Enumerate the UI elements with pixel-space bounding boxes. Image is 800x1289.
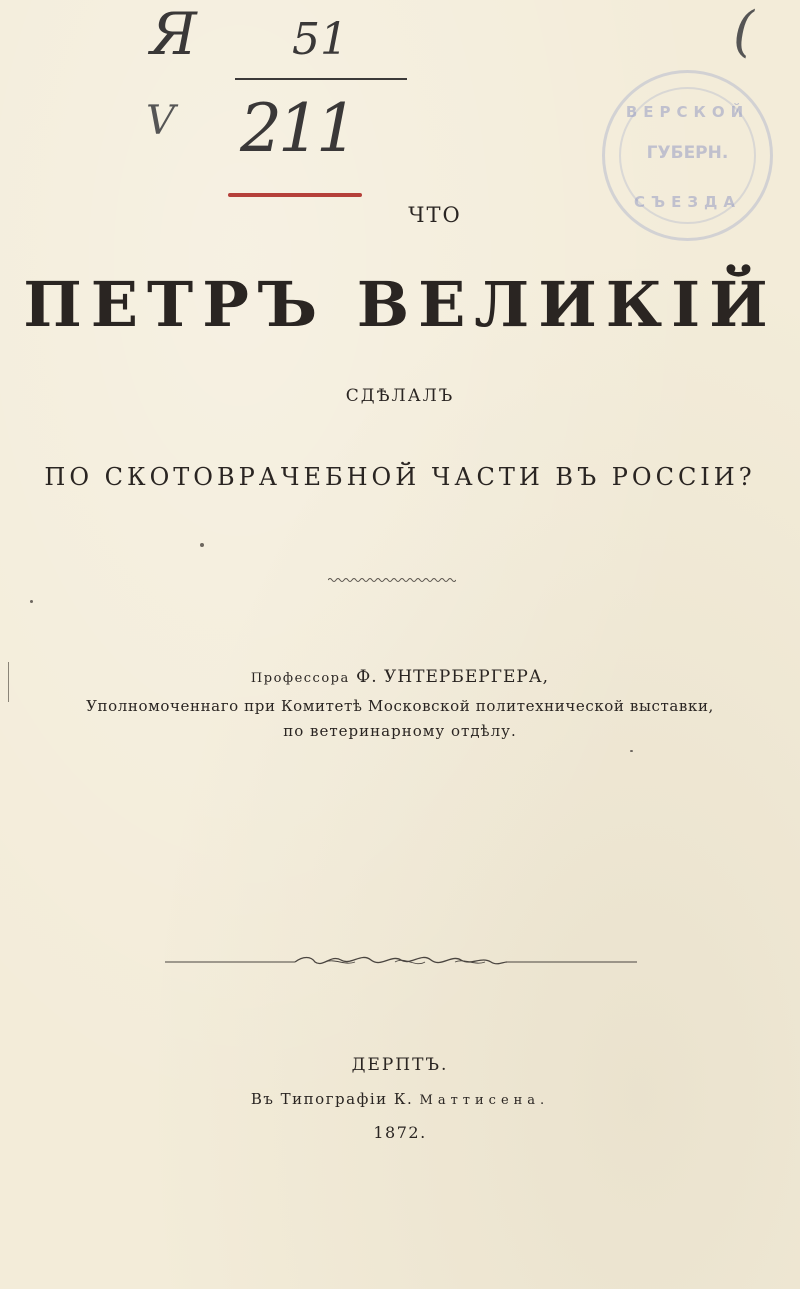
paper-speck	[30, 600, 33, 603]
imprint-year: 1872.	[373, 1123, 427, 1142]
handwritten-mark-top: Я	[150, 0, 195, 68]
library-stamp-text-1: ВЕРСКОЙ	[625, 103, 750, 121]
ornamental-rule	[165, 950, 637, 974]
imprint-press-name: Маттисена.	[419, 1093, 550, 1108]
wavy-rule	[328, 575, 456, 585]
imprint-press	[0, 1090, 800, 1108]
red-pencil-line	[228, 193, 362, 197]
imprint-press-prefix: Въ Типографіи К.	[250, 1090, 414, 1108]
author-prefix: Профессора	[250, 671, 350, 686]
author-name: Ф. УНТЕРБЕРГЕРА,	[356, 667, 550, 687]
handwritten-underline	[235, 78, 407, 80]
paper-speck	[200, 543, 204, 547]
library-stamp-text-2: ГУБЕРН.	[646, 143, 729, 163]
author-department: по ветеринарному отдѣлу.	[283, 722, 517, 740]
author-role: Уполномоченнаго при Комитетѣ Московской политехнической выставки,	[86, 697, 714, 715]
library-stamp-text-3: СЪЕЗДА	[634, 193, 741, 211]
author-line	[0, 667, 800, 687]
handwritten-number-mid: 211	[240, 90, 354, 167]
imprint-city: ДЕРПТЪ.	[351, 1055, 449, 1075]
title-prefix: ЧТО	[408, 203, 462, 227]
handwritten-number-top: 51	[292, 14, 348, 65]
title-verb: СДѢЛАЛЪ	[345, 386, 455, 406]
handwritten-check-mark: V	[146, 98, 175, 144]
handwritten-paren: (	[733, 0, 755, 63]
page-subtitle: ПО СКОТОВРАЧЕБНОЙ ЧАСТИ ВЪ РОССІИ?	[44, 463, 756, 491]
page-edge-mark	[8, 662, 9, 702]
paper-speck	[630, 750, 633, 752]
page-title: ПЕТРЪ ВЕЛИКІЙ	[23, 268, 777, 341]
